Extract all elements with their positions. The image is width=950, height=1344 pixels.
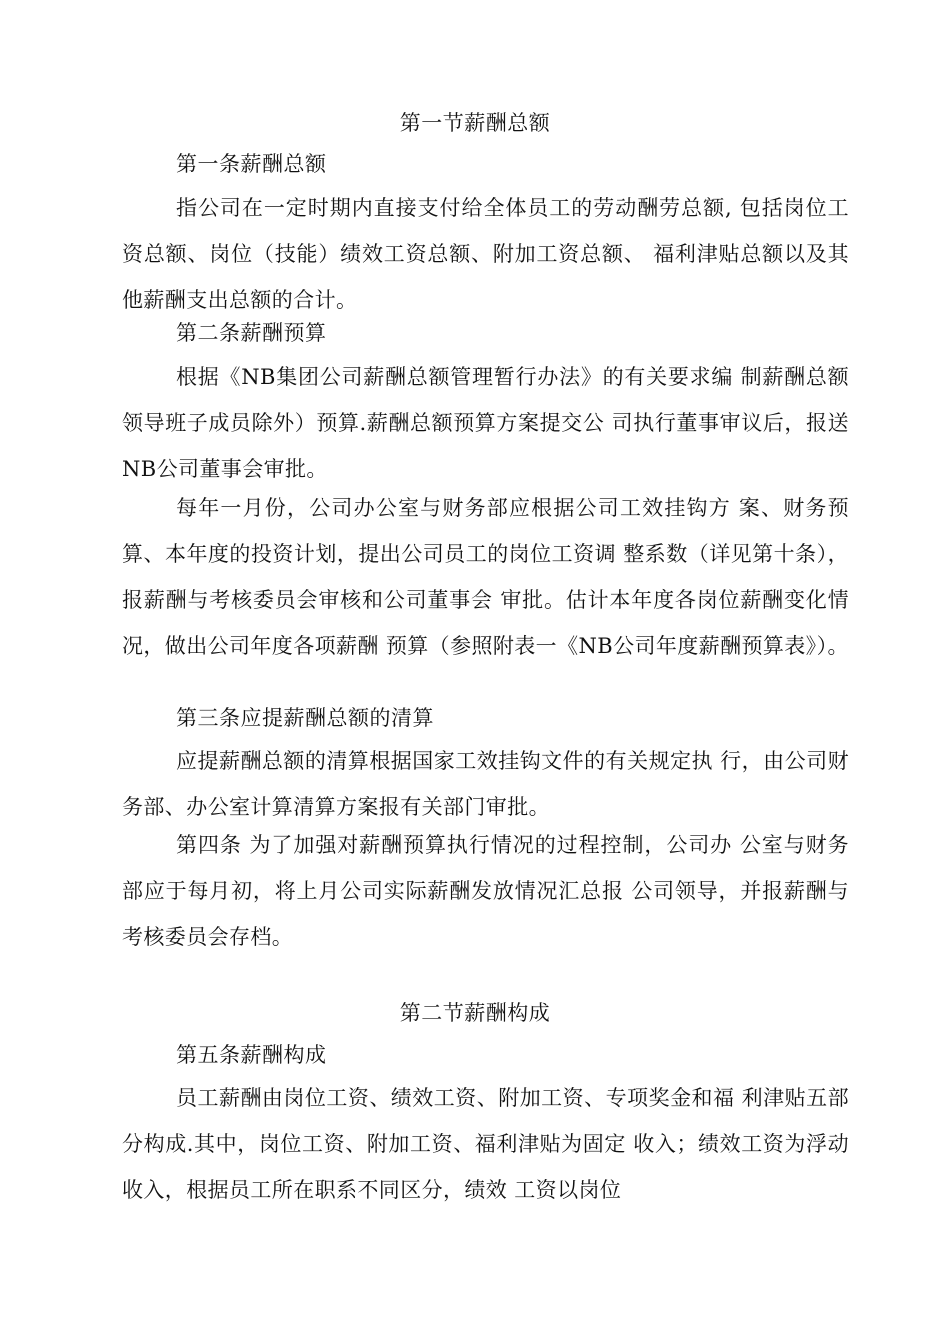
article-3-body: 应提薪酬总额的清算根据国家工效挂钩文件的有关规定执 行，由公司财务部、办公室计算清算方案报有关部门审批。 bbox=[122, 749, 849, 819]
article-5-title: 第五条薪酬构成 bbox=[176, 1043, 327, 1067]
section-2-title: 第二节薪酬构成 bbox=[399, 1001, 551, 1025]
article-1-body: 指公司在一定时期内直接支付给全体员工的劳动酬劳总额, 包括岗位工资总额、岗位（技能）绩效工资总额、附加工资总额、 福利津贴总额以及其他薪酬支出总额的合计。 bbox=[122, 196, 849, 312]
section-1-title: 第一节薪酬总额 bbox=[399, 111, 551, 135]
article-1-title: 第一条薪酬总额 bbox=[176, 152, 327, 176]
article-3-title: 第三条应提薪酬总额的清算 bbox=[176, 706, 434, 730]
article-2-body-paragraph-1: 根据《NB集团公司薪酬总额管理暂行办法》的有关要求编 制薪酬总额领导班子成员除外）预算.薪酬总额预算方案提交公 司执行董事审议后，报送NB公司董事会审批。 bbox=[122, 365, 849, 481]
article-2-body-paragraph-2: 每年一月份，公司办公室与财务部应根据公司工效挂钩方 案、财务预算、本年度的投资计划，提出公司员工的岗位工资调 整系数（详见第十条），报薪酬与考核委员会审核和公司董事会 审批。估计本年度各岗位薪酬变化情况，做出公司年度各项薪酬 预算（参照附表一《NB公司年度薪酬预算表》）。 bbox=[122, 496, 849, 658]
article-2-title: 第二条薪酬预算 bbox=[176, 321, 327, 345]
article-4-body: 第四条 为了加强对薪酬预算执行情况的过程控制，公司办 公室与财务部应于每月初，将上月公司实际薪酬发放情况汇总报 公司领导，并报薪酬与考核委员会存档。 bbox=[122, 833, 849, 949]
article-5-body: 员工薪酬由岗位工资、绩效工资、附加工资、专项奖金和福 利津贴五部分构成.其中，岗位工资、附加工资、福利津贴为固定 收入；绩效工资为浮动收入，根据员工所在职系不同区分，绩效 工资以岗位 bbox=[122, 1086, 849, 1202]
